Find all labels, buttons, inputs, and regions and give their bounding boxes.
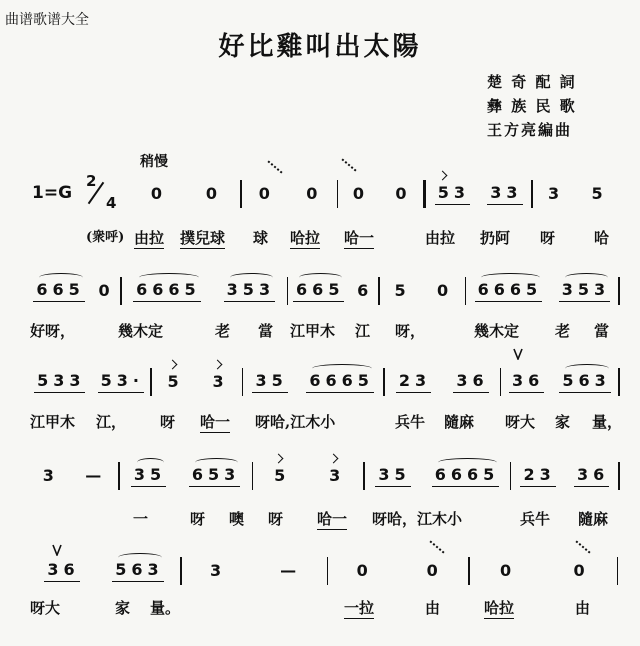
beat: 0 bbox=[150, 183, 168, 203]
lyric: 哈一 bbox=[200, 413, 231, 431]
lyric: 由 bbox=[575, 599, 591, 617]
beat: 533 bbox=[34, 371, 85, 393]
barline bbox=[617, 557, 619, 585]
measure bbox=[28, 462, 118, 490]
beat: 0 bbox=[499, 560, 517, 580]
lyric: 江， bbox=[96, 413, 127, 431]
beat: 6665 bbox=[133, 280, 201, 302]
lyric: 當 bbox=[594, 322, 610, 340]
lyric: 呀 bbox=[160, 413, 176, 431]
lyric: 呀哈，江木小 bbox=[372, 510, 463, 528]
arranger-credit: 王方亮編曲 bbox=[487, 121, 573, 139]
beat: 3 bbox=[210, 560, 227, 580]
beat: 0 bbox=[258, 183, 275, 203]
lyric: 呀哈,江木小 bbox=[255, 413, 336, 431]
lyrics-line-2 bbox=[0, 321, 640, 343]
measure bbox=[466, 277, 618, 305]
lyric: 好呀， bbox=[30, 322, 76, 340]
measure bbox=[28, 557, 180, 585]
breath-mark-icon bbox=[52, 544, 62, 556]
staff-system-5 bbox=[28, 557, 618, 585]
lyric: 兵牛 bbox=[395, 413, 426, 431]
lyric: 隨麻 bbox=[578, 510, 609, 528]
staff-system-2 bbox=[28, 277, 620, 305]
beat: 5 bbox=[271, 466, 290, 487]
beat: 33 bbox=[487, 183, 522, 205]
key-signature: 1=G bbox=[32, 183, 73, 203]
ornament-mark bbox=[341, 158, 356, 171]
lyric: 當 bbox=[258, 322, 274, 340]
lyric: 一 bbox=[133, 510, 149, 528]
beat: 0 bbox=[306, 183, 323, 203]
measure bbox=[470, 557, 617, 585]
lyric: 呀， bbox=[395, 322, 426, 340]
beat: 563 bbox=[559, 371, 610, 393]
lyric: 扔阿 bbox=[480, 229, 511, 247]
lyric: 呀大 bbox=[505, 413, 536, 431]
lyric: 江甲木 bbox=[290, 322, 336, 340]
time-signature-top: 2 bbox=[86, 172, 97, 190]
beat: 0 bbox=[205, 183, 223, 203]
beat: 53 bbox=[435, 183, 470, 205]
beat: 665 bbox=[33, 280, 84, 302]
beat: 353 bbox=[224, 280, 275, 302]
lyrics-line-5 bbox=[0, 598, 640, 620]
lyric: (衆呼) bbox=[86, 230, 125, 245]
beat: 0 bbox=[426, 560, 443, 580]
lyric: 量。 bbox=[150, 599, 181, 617]
beat: 0 bbox=[98, 280, 115, 300]
measure bbox=[288, 277, 378, 305]
measure bbox=[380, 277, 465, 305]
staff-system-1 bbox=[130, 180, 620, 208]
measure bbox=[28, 368, 150, 396]
staff-system-4 bbox=[28, 462, 620, 490]
beat: 3 bbox=[210, 372, 229, 393]
barline bbox=[618, 368, 620, 396]
lyric: 由拉 bbox=[425, 229, 456, 247]
lyric: 哈一 bbox=[317, 510, 348, 528]
lyric: 兵牛 bbox=[520, 510, 551, 528]
tempo-marking: 稍慢 bbox=[140, 154, 168, 170]
lyric: 江 bbox=[355, 322, 371, 340]
lyric: 呀大 bbox=[30, 599, 61, 617]
barline bbox=[618, 277, 620, 305]
song-title: 好比雞叫出太陽 bbox=[218, 32, 422, 62]
beat: 353 bbox=[559, 280, 610, 302]
beat: 35 bbox=[375, 465, 410, 487]
lyricist-credit: 楚 奇 配 詞 bbox=[487, 73, 577, 91]
beat: — bbox=[85, 465, 107, 485]
lyric: 江甲木 bbox=[30, 413, 76, 431]
lyrics-line-3 bbox=[0, 412, 640, 434]
lyric: 老 bbox=[215, 322, 231, 340]
breath-mark-icon bbox=[513, 348, 523, 360]
lyric: 量， bbox=[592, 413, 623, 431]
measure bbox=[426, 180, 531, 208]
ornament-mark bbox=[267, 160, 282, 173]
lyric: 呀 bbox=[540, 229, 556, 247]
lyric: 撲兒球 bbox=[180, 229, 226, 247]
measure bbox=[501, 368, 618, 396]
lyric: 呀 bbox=[190, 510, 206, 528]
lyrics-line-4 bbox=[0, 509, 640, 531]
lyric: 由拉 bbox=[134, 229, 165, 247]
beat: 0 bbox=[352, 183, 369, 203]
beat: 0 bbox=[436, 280, 454, 300]
lyric: 幾木定 bbox=[118, 322, 164, 340]
measure bbox=[152, 368, 242, 396]
beat: 36 bbox=[509, 371, 544, 393]
measure bbox=[182, 557, 327, 585]
beat: 5 bbox=[394, 280, 411, 300]
lyric: 球 bbox=[253, 229, 269, 247]
lyric: 老 bbox=[555, 322, 571, 340]
lyric: 哈 bbox=[594, 229, 610, 247]
lyric: 一拉 bbox=[344, 599, 375, 617]
staff-system-3 bbox=[28, 368, 620, 396]
beat: 6665 bbox=[306, 371, 374, 393]
beat: 653 bbox=[189, 465, 240, 487]
lyrics-line-1 bbox=[0, 228, 640, 250]
beat: 6665 bbox=[475, 280, 543, 302]
measure bbox=[120, 462, 252, 490]
ornament-mark bbox=[429, 540, 444, 553]
lyric: 哈一 bbox=[344, 229, 375, 247]
beat: 0 bbox=[573, 560, 590, 580]
measure bbox=[130, 180, 240, 208]
lyric: 哈拉 bbox=[290, 229, 321, 247]
beat: 3 bbox=[42, 465, 59, 485]
beat: 36 bbox=[44, 560, 79, 582]
measure bbox=[511, 462, 618, 490]
measure bbox=[122, 277, 287, 305]
beat: 36 bbox=[574, 465, 609, 487]
measure bbox=[253, 462, 363, 490]
beat: 5 bbox=[165, 372, 184, 393]
beat: 53· bbox=[98, 371, 144, 393]
lyric: 由 bbox=[425, 599, 441, 617]
lyric: 幾木定 bbox=[474, 322, 520, 340]
barline bbox=[618, 462, 620, 490]
measure bbox=[328, 557, 468, 585]
measure bbox=[385, 368, 500, 396]
lyric: 家 bbox=[115, 599, 131, 617]
beat: 563 bbox=[112, 560, 163, 582]
lyric: 噢 bbox=[229, 510, 245, 528]
lyric: 哈拉 bbox=[484, 599, 515, 617]
beat: 6665 bbox=[432, 465, 500, 487]
lyric: 呀 bbox=[268, 510, 284, 528]
beat: 0 bbox=[356, 560, 373, 580]
beat: 23 bbox=[520, 465, 555, 487]
measure bbox=[243, 368, 383, 396]
lyric: 隨麻 bbox=[444, 413, 475, 431]
origin-credit: 彝 族 民 歌 bbox=[487, 97, 577, 115]
beat: 36 bbox=[453, 371, 488, 393]
time-signature-bottom: 4 bbox=[106, 194, 117, 212]
beat: 5 bbox=[591, 183, 608, 203]
beat: 23 bbox=[396, 371, 431, 393]
beat: 3 bbox=[547, 183, 565, 203]
beat: 665 bbox=[293, 280, 344, 302]
watermark: 曲谱歌谱大全 bbox=[5, 12, 89, 28]
beat: 0 bbox=[395, 183, 412, 203]
credits bbox=[487, 70, 577, 142]
beat: — bbox=[280, 560, 302, 580]
beat: 3 bbox=[326, 466, 345, 487]
beat: 35 bbox=[252, 371, 287, 393]
measure bbox=[242, 180, 337, 208]
beat: 35 bbox=[131, 465, 166, 487]
measure bbox=[28, 277, 120, 305]
ornament-mark bbox=[575, 540, 590, 553]
measure bbox=[338, 180, 423, 208]
measure bbox=[533, 180, 620, 208]
beat: 6 bbox=[357, 280, 374, 300]
measure bbox=[365, 462, 510, 490]
lyric: 家 bbox=[555, 413, 571, 431]
